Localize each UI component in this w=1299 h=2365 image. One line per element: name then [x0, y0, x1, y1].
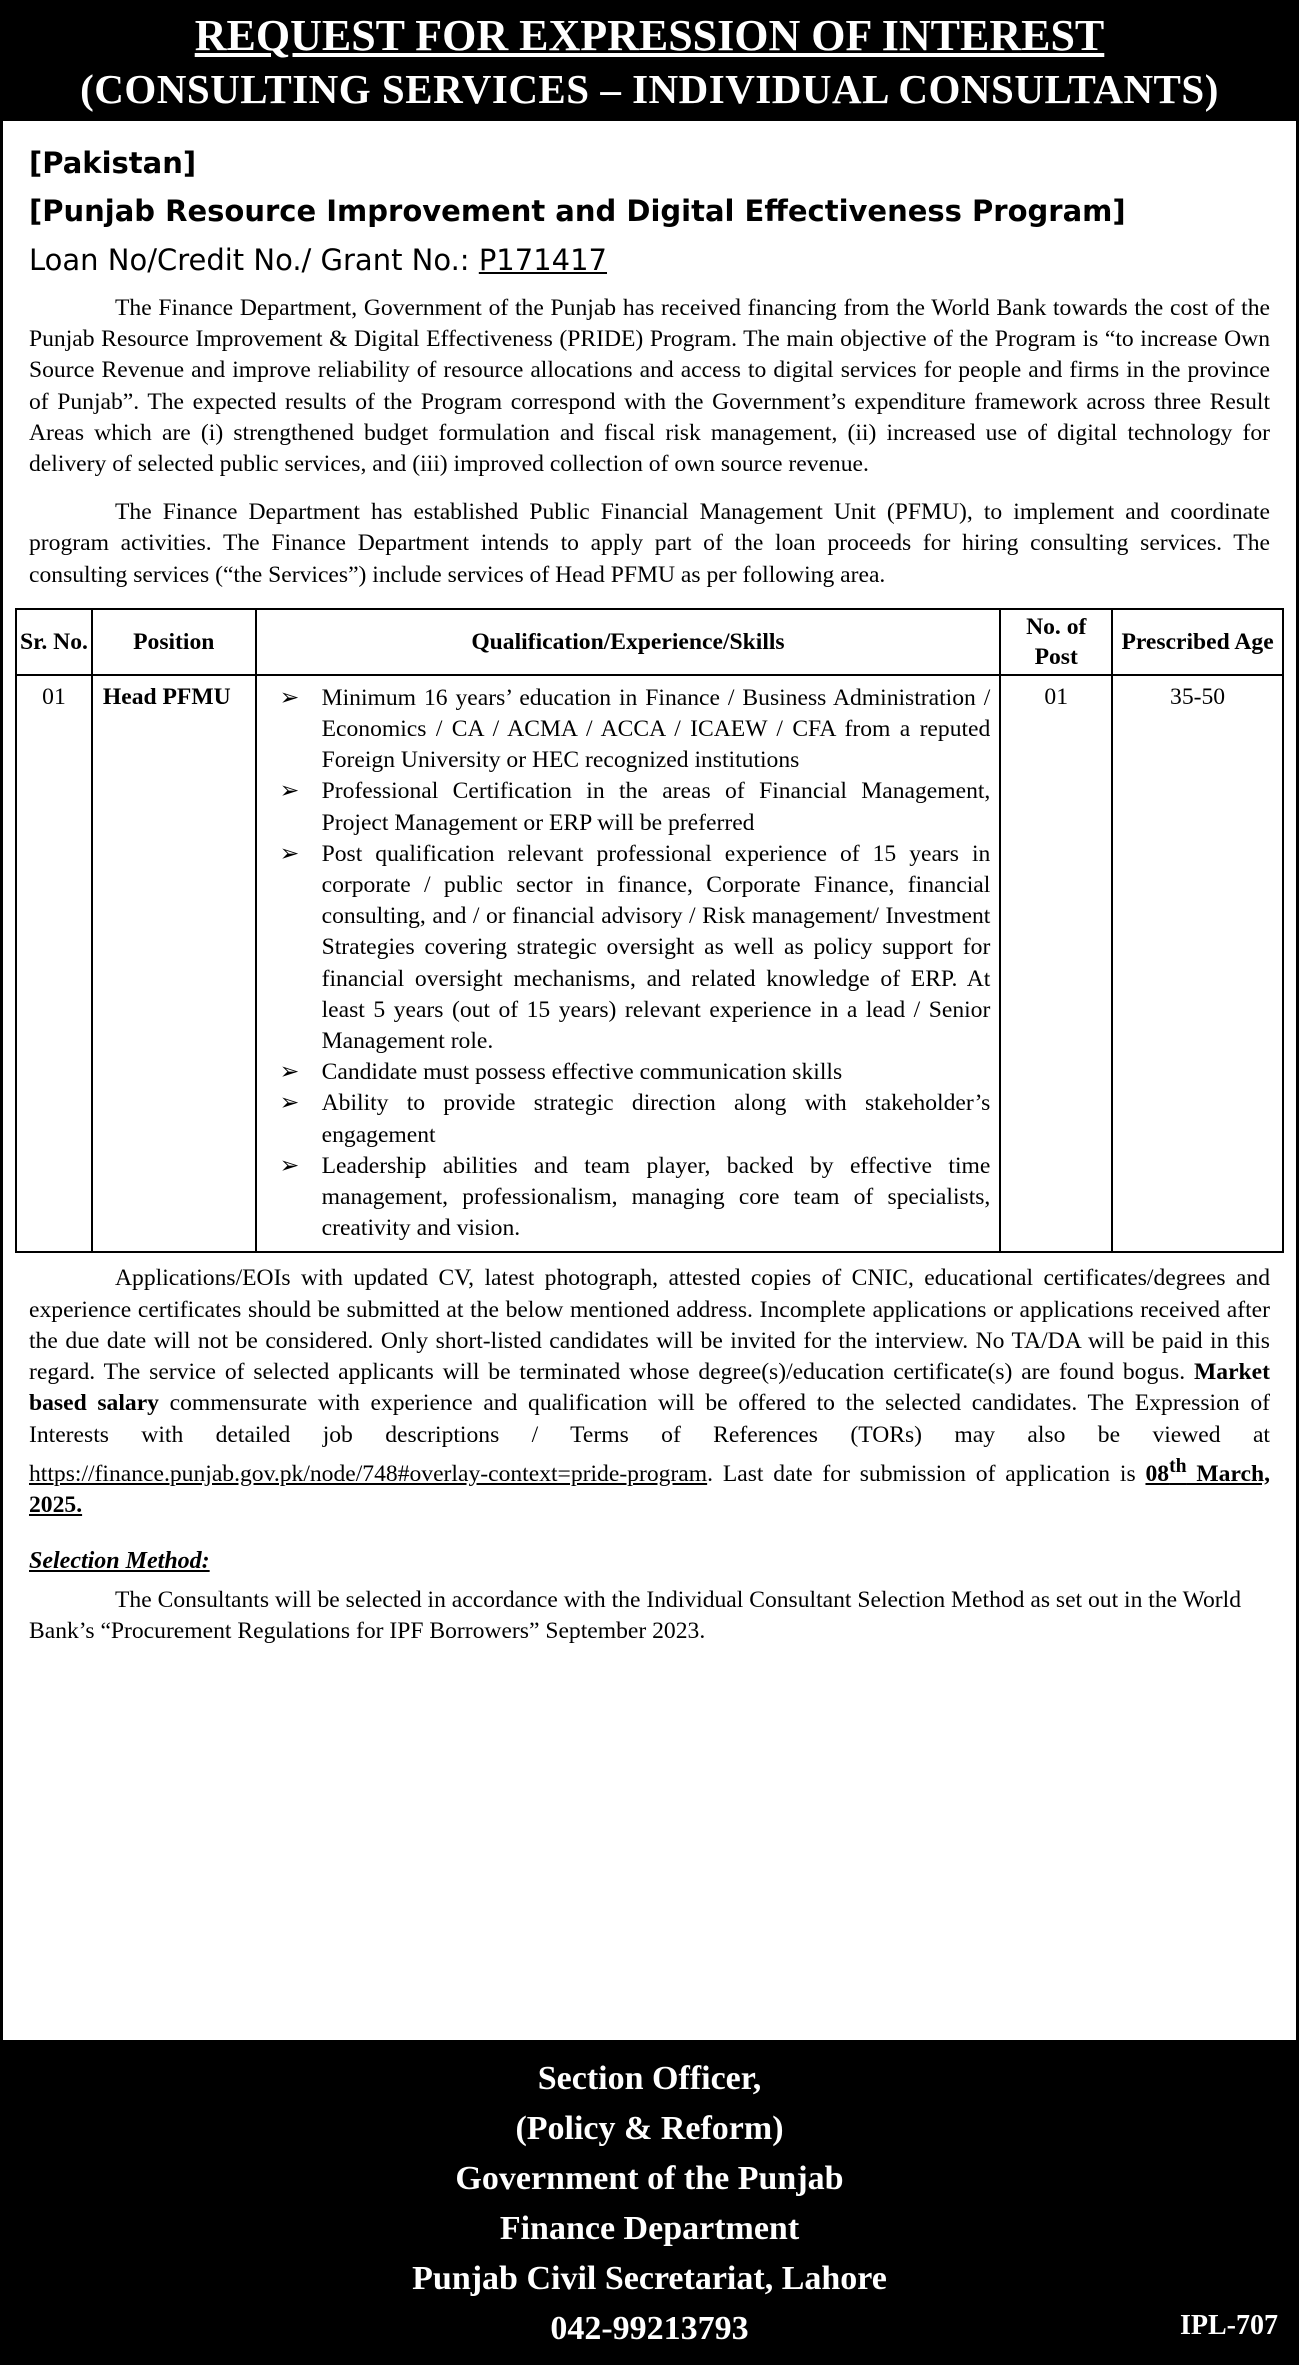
- project-meta: [3, 121, 1296, 285]
- list-item: ➢ Post qualification relevant professional experience of 15 years in corporate / public sector in finance, Corporate Finance, financial consulting, and / or financial advisory / Risk management/ Investment Strategies covering strategic oversight as well as policy support for financial oversight mechanisms, and related knowledge of ERP. At least 5 years (out of 15 years) relevant experience in a lead / Senior Management role.: [279, 840, 991, 1055]
- arrow-bullet-icon: ➢: [279, 1152, 300, 1179]
- list-item: ➢ Leadership abilities and team player, backed by effective time management, professionalism, managing core team of specialists, creativity and vision.: [279, 1152, 991, 1242]
- cell-prescribed-age: 35-50: [1112, 675, 1283, 1253]
- header-no-of-post: No. of Post: [1000, 609, 1112, 675]
- cell-sr-no: 01: [16, 675, 92, 1253]
- arrow-bullet-icon: ➢: [279, 778, 300, 805]
- table-row: [16, 675, 1283, 1253]
- cell-position: Head PFMU: [92, 675, 256, 1253]
- loan-number: P171417: [478, 243, 608, 277]
- signature-block: [3, 2054, 1296, 2354]
- selection-method-heading: Selection Method:: [29, 1547, 210, 1574]
- arrow-bullet-icon: ➢: [279, 1059, 300, 1086]
- selection-method-text: The Consultants will be selected in accordance with the Individual Consultant Selection Method as set out in the World Bank’s “Procurement Regulations for IPF Borrowers” September 2023.: [29, 1586, 1241, 1645]
- intro-text: [3, 293, 1296, 591]
- list-item: ➢ Professional Certification in the areas of Financial Management, Project Management or ERP will be preferred: [279, 778, 991, 836]
- header-qualification: Qualification/Experience/Skills: [256, 609, 1001, 675]
- loan-line: [29, 235, 1270, 285]
- intro-paragraph-1: The Finance Department, Government of the Punjab has received financing from the World Bank towards the cost of the Punjab Resource Improvement & Digital Effectiveness (PRIDE) Program. The main objective of the Program is “to increase Own Source Revenue and improve reliability of resource allocations and access to digital services for people and firms in the province of Punjab”. The expected results of the Program correspond with the Government’s expenditure framework across three Result Areas which are (i) strengthened budget formulation and fiscal risk management, (ii) increased use of digital technology for delivery of selected public services, and (iii) improved collection of own source revenue.: [29, 295, 1270, 478]
- page-title: REQUEST FOR EXPRESSION OF INTEREST: [194, 11, 1105, 60]
- qualification-list: [258, 677, 999, 1251]
- department-name: Finance Department: [499, 2210, 800, 2247]
- intro-paragraph-2: The Finance Department has established Public Financial Management Unit (PFMU), to implement and coordinate program activities. The Finance Department intends to apply part of the loan proceeds for hiring consulting services. The consulting services (“the Services”) include services of Head PFMU as per following area.: [29, 499, 1270, 588]
- country-label: [Pakistan]: [29, 146, 197, 180]
- government-name: Government of the Punjab: [455, 2160, 844, 2197]
- ipl-code: IPL-707: [1180, 2310, 1278, 2341]
- application-instructions: Applications/EOIs with updated CV, latest photograph, attested copies of CNIC, educational certificates/degrees and experience certificates should be submitted at the below mentioned address. Incomplete applications or applications received after the due date will not be considered. Only short-listed candidates will be invited for the interview. No TA/DA will be paid in this regard. The service of selected applicants will be terminated whose degree(s)/education certificate(s) are found bogus. Market based salary commensurate with experience and qualification will be offered to the selected candidates. The Expression of Interests with detailed job descriptions / Terms of References (TORs) may also be viewed at https://finance.punjab.gov.pk/node/748#overlay-context=pride-program. Last date for submission of application is 08th March, 2025.: [29, 1265, 1270, 1518]
- cell-no-of-post: 01: [1000, 675, 1112, 1253]
- phone-number: 042-99213793: [550, 2310, 749, 2347]
- table-header-row: [16, 609, 1283, 675]
- header-banner: [3, 3, 1296, 121]
- page-subtitle: (CONSULTING SERVICES – INDIVIDUAL CONSULTANTS): [80, 66, 1219, 112]
- deadline-date: 08th March, 2025.: [29, 1454, 1270, 1518]
- list-item: ➢ Ability to provide strategic direction along with stakeholder’s engagement: [279, 1090, 991, 1148]
- header-position: Position: [92, 609, 256, 675]
- tor-link[interactable]: https://finance.punjab.gov.pk/node/748#overlay-context=pride-program: [29, 1460, 708, 1487]
- program-label: [Punjab Resource Improvement and Digital Effectiveness Program]: [29, 194, 1126, 228]
- arrow-bullet-icon: ➢: [279, 1090, 300, 1117]
- cell-qualifications: [256, 675, 1001, 1253]
- officer-wing: (Policy & Reform): [515, 2110, 784, 2147]
- arrow-bullet-icon: ➢: [279, 840, 300, 867]
- list-item: ➢ Candidate must possess effective communication skills: [266, 1057, 991, 1088]
- list-item: ➢ Minimum 16 years’ education in Finance / Business Administration / Economics / CA / ACMA / ACCA / ICAEW / CFA from a reputed Foreign University or HEC recognized institutions: [279, 684, 991, 774]
- address-line: Punjab Civil Secretariat, Lahore: [412, 2260, 887, 2297]
- salary-note: Market based salary: [29, 1359, 1270, 1417]
- position-table: [15, 608, 1284, 1254]
- officer-title: Section Officer,: [537, 2060, 762, 2097]
- header-sr-no: Sr. No.: [16, 609, 92, 675]
- header-prescribed-age: Prescribed Age: [1112, 609, 1283, 675]
- footer-banner: [3, 2040, 1296, 2362]
- arrow-bullet-icon: ➢: [279, 684, 300, 711]
- loan-label: Loan No/Credit No./ Grant No.:: [29, 243, 479, 277]
